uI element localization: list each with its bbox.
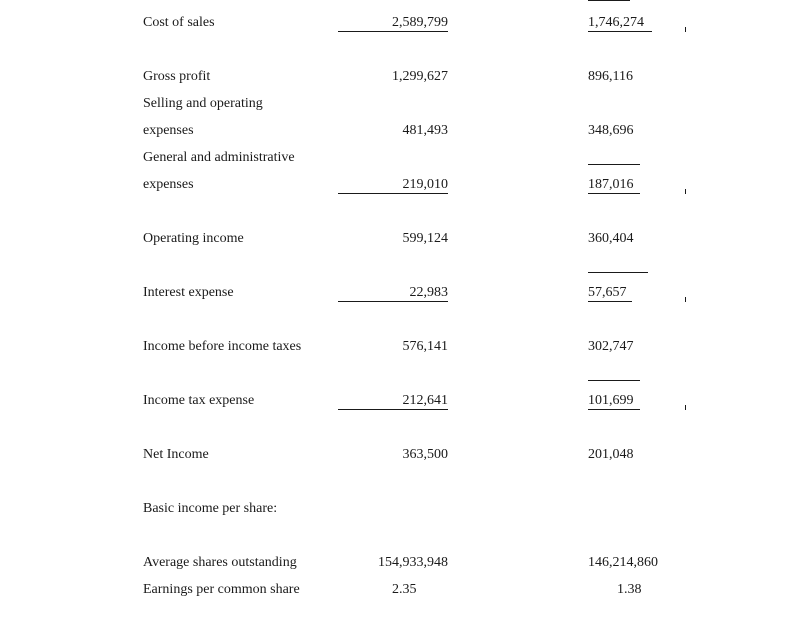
value-interest-expense-current: 22,983	[409, 285, 448, 300]
tick-mark	[685, 27, 686, 32]
underline-current	[338, 31, 448, 32]
rule-above-tax-prior	[588, 380, 640, 381]
underline-current	[338, 409, 448, 410]
value-selling-current: 481,493	[402, 123, 448, 138]
row-label-selling-line1: Selling and operating	[143, 96, 263, 111]
value-income-tax-expense-prior: 101,699	[588, 393, 634, 408]
value-average-shares-current: 154,933,948	[378, 555, 448, 570]
underline-prior	[588, 301, 632, 302]
underline-current	[338, 301, 448, 302]
row-label-ga-line1: General and administrative	[143, 150, 295, 165]
row-label-gross-profit: Gross profit	[143, 69, 211, 84]
value-income-before-taxes-prior: 302,747	[588, 339, 634, 354]
underline-prior	[588, 409, 640, 410]
row-label-cost-of-sales: Cost of sales	[143, 15, 215, 30]
value-cost-of-sales-current: 2,589,799	[392, 15, 448, 30]
row-label-eps: Earnings per common share	[143, 582, 300, 597]
top-rule	[588, 0, 630, 1]
row-label-net-income: Net Income	[143, 447, 209, 462]
rule-above-ga-prior	[588, 164, 640, 165]
value-income-before-taxes-current: 576,141	[402, 339, 448, 354]
rule-above-interest-prior	[588, 272, 648, 273]
underline-current	[338, 193, 448, 194]
value-gross-profit-prior: 896,116	[588, 69, 633, 84]
value-ga-prior: 187,016	[588, 177, 634, 192]
value-net-income-prior: 201,048	[588, 447, 634, 462]
row-label-ga-line2: expenses	[143, 177, 194, 192]
tick-mark	[685, 405, 686, 410]
tick-mark	[685, 189, 686, 194]
row-label-operating-income: Operating income	[143, 231, 244, 246]
value-ga-current: 219,010	[402, 177, 448, 192]
tick-mark	[685, 297, 686, 302]
value-interest-expense-prior: 57,657	[588, 285, 627, 300]
value-eps-current: 2.35	[392, 582, 417, 597]
row-label-income-before-taxes: Income before income taxes	[143, 339, 302, 354]
value-cost-of-sales-prior: 1,746,274	[588, 15, 644, 30]
value-operating-income-prior: 360,404	[588, 231, 634, 246]
underline-prior	[588, 193, 640, 194]
value-operating-income-current: 599,124	[402, 231, 448, 246]
row-label-average-shares: Average shares outstanding	[143, 555, 297, 570]
value-income-tax-expense-current: 212,641	[402, 393, 448, 408]
value-eps-prior: 1.38	[617, 582, 642, 597]
row-label-income-tax-expense: Income tax expense	[143, 393, 255, 408]
value-selling-prior: 348,696	[588, 123, 634, 138]
value-net-income-current: 363,500	[402, 447, 448, 462]
underline-prior	[588, 31, 652, 32]
value-average-shares-prior: 146,214,860	[588, 555, 658, 570]
row-label-selling-line2: expenses	[143, 123, 194, 138]
value-gross-profit-current: 1,299,627	[392, 69, 448, 84]
row-label-interest-expense: Interest expense	[143, 285, 234, 300]
eps-heading: Basic income per share:	[143, 501, 278, 516]
